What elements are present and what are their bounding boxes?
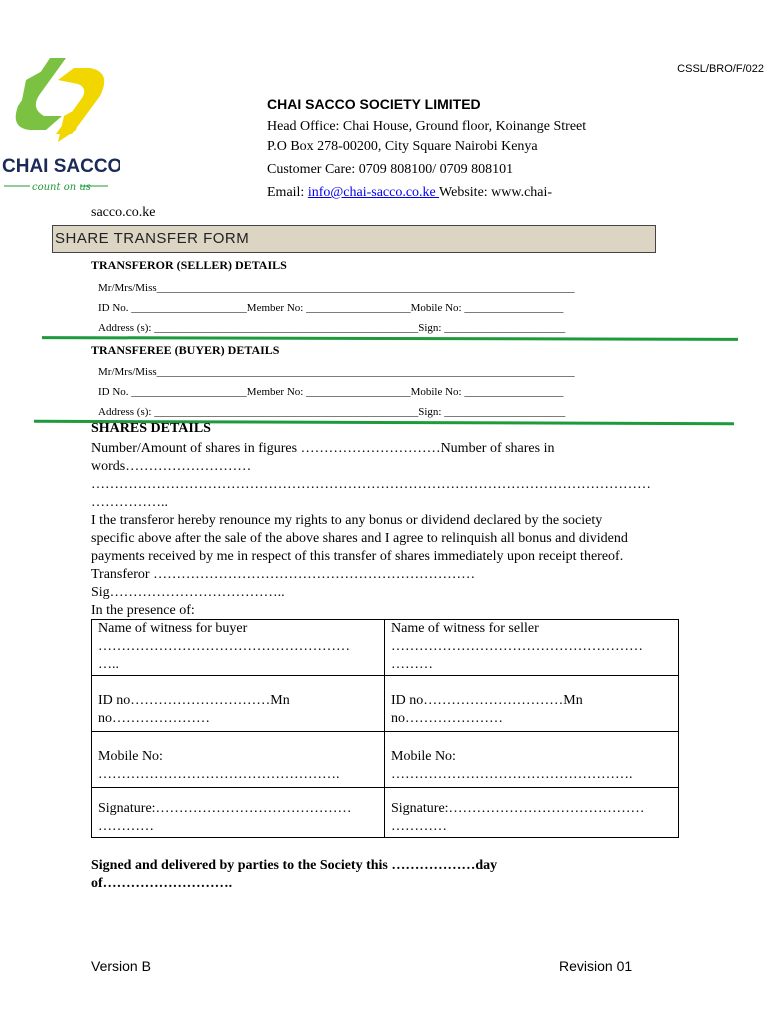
transferee-section-title: TRANSFEREE (BUYER) DETAILS	[91, 343, 280, 357]
shares-dots-tail: ……………..	[91, 495, 168, 510]
buyer-witness-mobile-label: Mobile No:	[98, 749, 163, 764]
form-title: SHARE TRANSFER FORM	[55, 230, 250, 247]
buyer-witness-name-label: Name of witness for buyer	[98, 621, 248, 636]
transferor-address-field[interactable]: Address (s): ________________________________________________Sign: ______________________	[98, 322, 566, 334]
shares-dots-line[interactable]: …………………………………………………………………………………………………………	[91, 477, 651, 492]
buyer-witness-signature-tail: …………	[98, 819, 154, 834]
buyer-witness-signature-cell[interactable]	[92, 788, 385, 838]
seller-witness-name-dots: ………	[391, 657, 433, 672]
seller-witness-mobile-dots: …………………………………………….	[391, 767, 633, 782]
chai-sacco-logo-icon	[0, 50, 120, 200]
po-box: P.O Box 278-00200, City Square Nairobi Kenya	[267, 139, 538, 154]
transferor-name-field[interactable]: Mr/Mrs/Miss____________________________________________________________________________	[98, 282, 575, 294]
shares-figures-line[interactable]: Number/Amount of shares in figures …………………………Number of shares in	[91, 441, 555, 456]
buyer-witness-id-cell[interactable]	[92, 676, 385, 732]
form-reference: CSSL/BRO/F/022	[677, 63, 764, 75]
website-label: Website: www.chai-	[439, 185, 553, 200]
transferor-id-field[interactable]: ID No. _____________________Member No: ___________________Mobile No: __________________	[98, 302, 564, 314]
witness-table	[91, 619, 679, 838]
transferor-section-title: TRANSFEROR (SELLER) DETAILS	[91, 258, 287, 272]
signed-line: of……………………….	[91, 876, 233, 891]
seller-witness-signature-tail: …………	[391, 819, 447, 834]
transferee-id-field[interactable]: ID No. _____________________Member No: ___________________Mobile No: __________________	[98, 386, 564, 398]
seller-witness-signature-cell[interactable]	[385, 788, 679, 838]
transferor-sign-line[interactable]: Transferor ……………………………………………………………	[91, 567, 476, 582]
shares-words-line[interactable]: words………………………	[91, 459, 252, 474]
email-link[interactable]: info@chai-sacco.co.ke	[307, 185, 440, 200]
presence-label: In the presence of:	[91, 603, 195, 618]
seller-witness-mobile-cell[interactable]	[385, 732, 679, 788]
buyer-witness-signature: Signature:……………………………………	[98, 801, 352, 816]
declaration-text: I the transferor hereby renounce my rights to any bonus or dividend declared by the society	[91, 513, 603, 528]
contact-line	[267, 185, 552, 201]
logo-brand-text: CHAI SACCO	[2, 156, 120, 177]
chai-sacco-logo	[0, 50, 120, 200]
head-office: Head Office: Chai House, Ground floor, Koinange Street	[267, 119, 587, 134]
buyer-witness-id-tail: no…………………	[98, 711, 210, 726]
seller-witness-name-cell[interactable]	[385, 620, 679, 676]
seller-witness-name-dots: ………………………………………………	[391, 639, 643, 654]
buyer-witness-name-dots: …..	[98, 657, 119, 672]
seller-witness-signature: Signature:……………………………………	[391, 801, 645, 816]
declaration-text: specific above after the sale of the above shares and I agree to relinquish all bonus and dividend	[91, 531, 628, 546]
buyer-witness-name-dots: ………………………………………………	[98, 639, 350, 654]
seller-witness-name-label: Name of witness for seller	[391, 621, 539, 636]
seller-witness-mobile-label: Mobile No:	[391, 749, 456, 764]
revision-label: Revision 01	[559, 958, 633, 974]
signature-line[interactable]: Sig………………………………..	[91, 585, 285, 600]
signed-delivered-statement[interactable]	[91, 857, 497, 893]
seller-witness-id: ID no…………………………Mn	[391, 693, 583, 708]
version-label: Version B	[91, 958, 151, 974]
website-tail: sacco.co.ke	[91, 205, 156, 220]
buyer-witness-name-cell[interactable]	[92, 620, 385, 676]
signed-line: Signed and delivered by parties to the Society this ………………day	[91, 858, 498, 873]
buyer-witness-mobile-dots: …………………………………………….	[98, 767, 340, 782]
divider-line	[42, 336, 738, 341]
declaration-text: payments received by me in respect of this transfer of shares immediately upon receipt thereof.	[91, 549, 624, 564]
customer-care: Customer Care: 0709 808100/ 0709 808101	[267, 162, 514, 177]
transferee-address-field[interactable]: Address (s): ________________________________________________Sign: ______________________	[98, 406, 566, 418]
logo-tagline-text: count on us	[32, 182, 91, 193]
buyer-witness-id: ID no…………………………Mn	[98, 693, 290, 708]
seller-witness-id-cell[interactable]	[385, 676, 679, 732]
organization-name: CHAI SACCO SOCIETY LIMITED	[267, 96, 481, 112]
email-label: Email:	[267, 185, 308, 200]
transferee-name-field[interactable]: Mr/Mrs/Miss____________________________________________________________________________	[98, 366, 575, 378]
shares-section-title: SHARES DETAILS	[91, 421, 211, 436]
form-title-box	[52, 225, 656, 253]
buyer-witness-mobile-cell[interactable]	[92, 732, 385, 788]
seller-witness-id-tail: no…………………	[391, 711, 503, 726]
